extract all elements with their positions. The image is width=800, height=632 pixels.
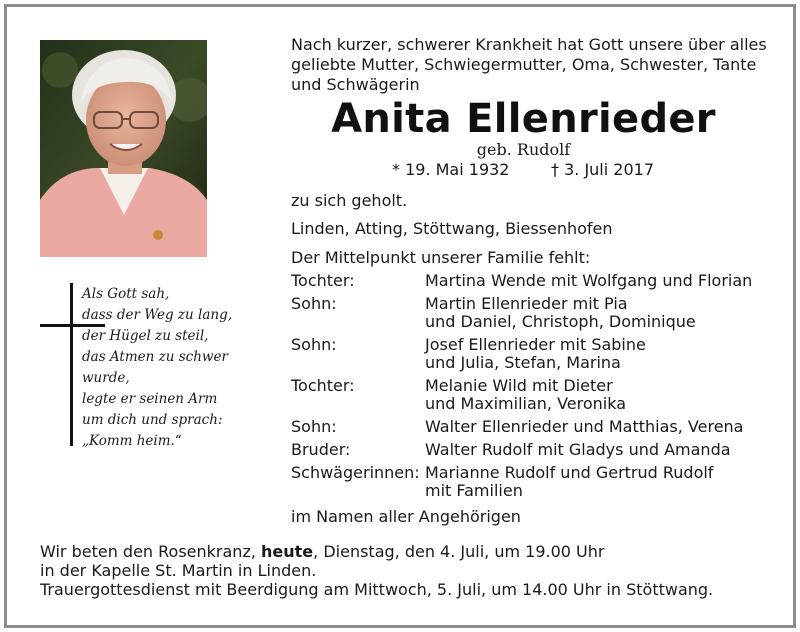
- places-text: Linden, Atting, Stöttwang, Biessenhofen: [291, 219, 613, 238]
- deceased-name: Anita Ellenrieder: [331, 96, 716, 142]
- maiden-name: geb. Rudolf: [476, 140, 571, 159]
- family-names: Melanie Wild mit Dieter: [425, 376, 613, 395]
- service-line: in der Kapelle St. Martin in Linden.: [40, 561, 317, 580]
- family-relation: Tochter:: [291, 376, 355, 395]
- family-names: und Daniel, Christoph, Dominique: [425, 312, 696, 331]
- cross-icon: [70, 283, 73, 446]
- poem-line: das Atmen zu schwer: [82, 349, 228, 365]
- poem-line: Als Gott sah,: [82, 286, 170, 302]
- poem-line: dass der Weg zu lang,: [82, 307, 233, 323]
- portrait-photo: [40, 40, 207, 257]
- family-names: und Maximilian, Veronika: [425, 394, 627, 413]
- poem: [82, 284, 232, 452]
- family-names: Walter Rudolf mit Gladys und Amanda: [425, 440, 731, 459]
- service-line: [40, 542, 713, 561]
- poem-line: der Hügel zu steil,: [82, 328, 209, 344]
- closing-text: im Namen aller Angehörigen: [291, 507, 521, 526]
- family-relation: Sohn:: [291, 335, 337, 354]
- service-text: , Dienstag, den 4. Juli, um 19.00 Uhr: [313, 542, 605, 561]
- service-text: Wir beten den Rosenkranz,: [40, 542, 262, 561]
- taken-text: zu sich geholt.: [291, 191, 408, 210]
- family-names: mit Familien: [425, 481, 523, 500]
- family-names: Marianne Rudolf und Gertrud Rudolf: [425, 463, 714, 482]
- family-relation: Tochter:: [291, 271, 355, 290]
- family-relation: Sohn:: [291, 417, 337, 436]
- family-names: Martina Wende mit Wolfgang und Florian: [425, 271, 753, 290]
- poem-line: „Komm heim.“: [82, 433, 182, 449]
- intro-text: [291, 35, 766, 95]
- service-today: heute: [261, 542, 314, 561]
- intro-line: und Schwägerin: [291, 75, 420, 94]
- family-names: Josef Ellenrieder mit Sabine: [425, 335, 646, 354]
- death-date: † 3. Juli 2017: [551, 160, 654, 179]
- service-line: Trauergottesdienst mit Beerdigung am Mittwoch, 5. Juli, um 14.00 Uhr in Stöttwang.: [40, 580, 714, 599]
- family-names: und Julia, Stefan, Marina: [425, 353, 621, 372]
- intro-line: geliebte Mutter, Schwiegermutter, Oma, Schwester, Tante: [291, 55, 757, 74]
- intro-line: Nach kurzer, schwerer Krankheit hat Gott unsere über alles: [291, 35, 767, 54]
- family-names: Martin Ellenrieder mit Pia: [425, 294, 628, 313]
- poem-line: wurde,: [82, 370, 130, 386]
- family-relation: Bruder:: [291, 440, 351, 459]
- family-names: Walter Ellenrieder und Matthias, Verena: [425, 417, 744, 436]
- family-relation: Schwägerinnen:: [291, 463, 420, 482]
- service-info: [40, 542, 713, 599]
- poem-line: legte er seinen Arm: [82, 391, 218, 407]
- family-relation: Sohn:: [291, 294, 337, 313]
- birth-date: * 19. Mai 1932: [392, 160, 510, 179]
- poem-line: um dich und sprach:: [82, 412, 223, 428]
- family-intro: Der Mittelpunkt unserer Familie fehlt:: [291, 248, 591, 267]
